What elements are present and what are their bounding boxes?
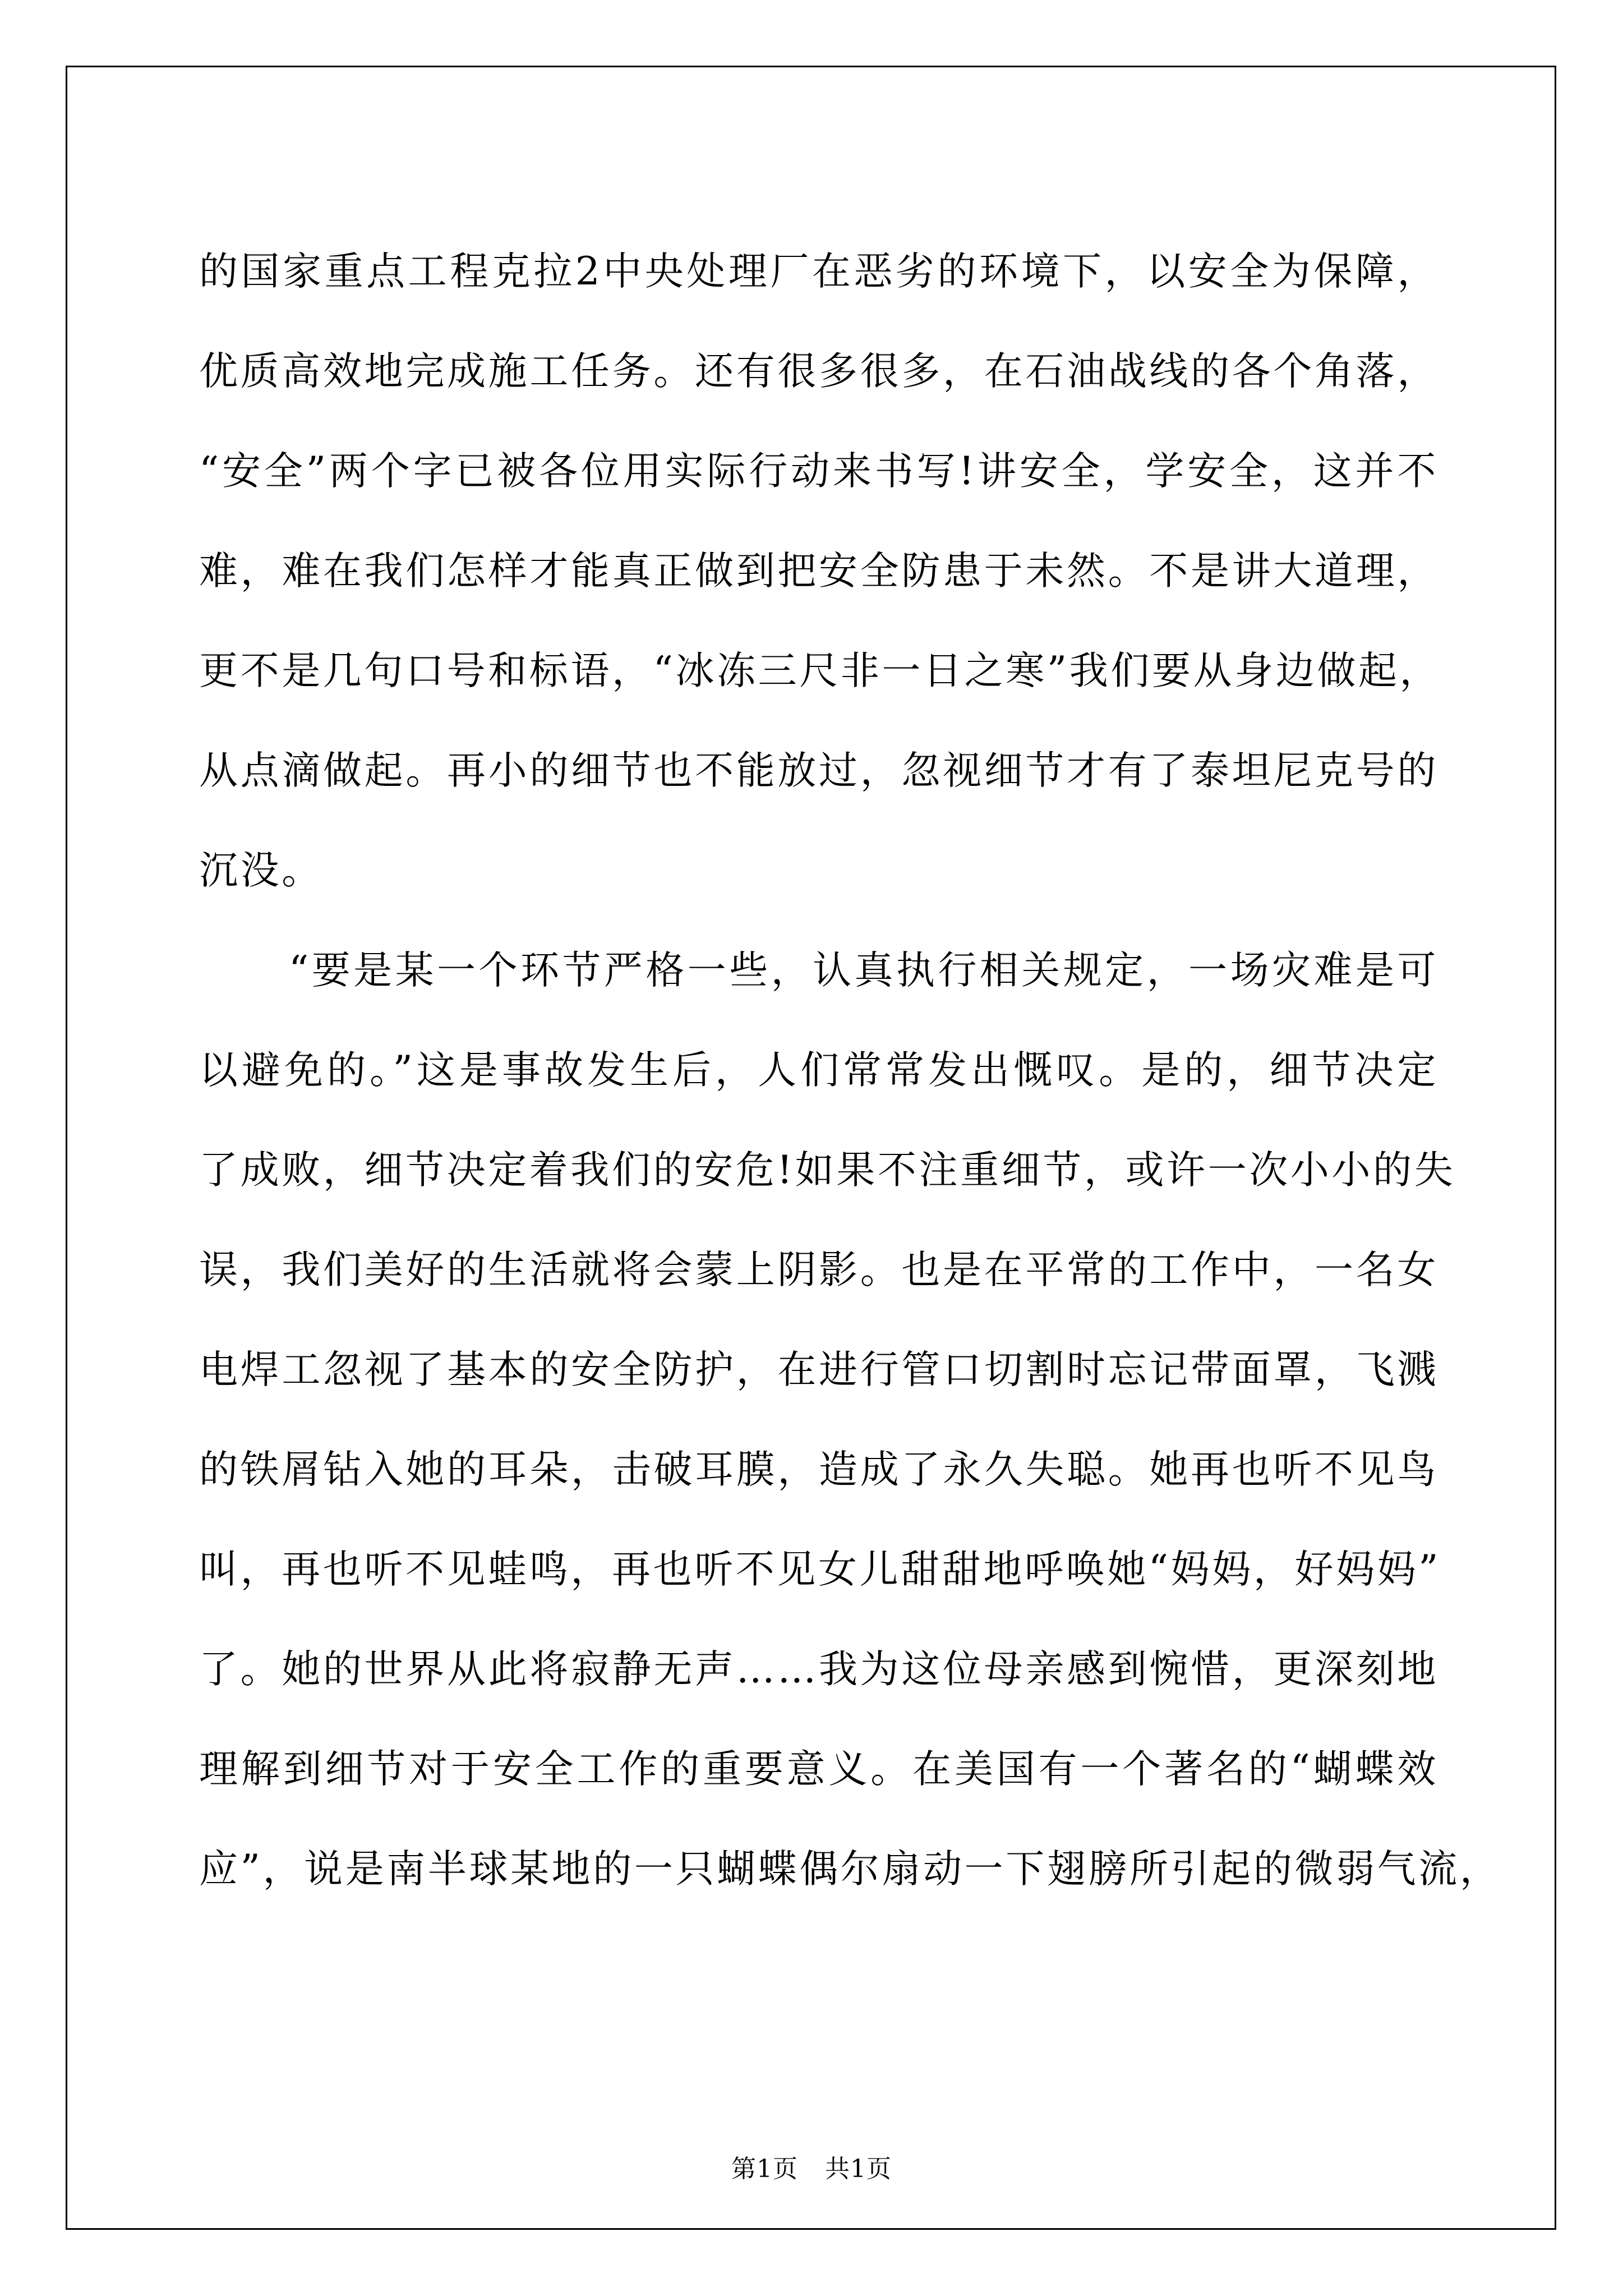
text-line: 了。她的世界从此将寂静无声……我为这位母亲感到惋惜，更深刻地	[199, 1647, 1438, 1692]
text-line: 的铁屑钻入她的耳朵，击破耳膜，造成了永久失聪。她再也听不见鸟	[199, 1447, 1438, 1492]
text-line: “安全”两个字已被各位用实际行动来书写!讲安全，学安全，这并不	[199, 449, 1438, 494]
page-total: 共1页	[825, 2155, 892, 2183]
text-line: 从点滴做起。再小的细节也不能放过，忽视细节才有了泰坦尼克号的	[199, 748, 1438, 793]
text-line: 叫，再也听不见蛙鸣，再也听不见女儿甜甜地呼唤她“妈妈，好妈妈”	[199, 1547, 1441, 1592]
text-line: 优质高效地完成施工任务。还有很多很多，在石油战线的各个角落，	[199, 349, 1438, 394]
document-body	[199, 222, 1501, 1919]
text-line: 应”，说是南半球某地的一只蝴蝶偶尔扇动一下翅膀所引起的微弱气流，	[199, 1847, 1501, 1892]
text-line: “要是某一个环节严格一些，认真执行相关规定，一场灾难是可	[289, 948, 1438, 993]
text-line: 误，我们美好的生活就将会蒙上阴影。也是在平常的工作中，一名女	[199, 1248, 1438, 1292]
text-line: 电焊工忽视了基本的安全防护，在进行管口切割时忘记带面罩，飞溅	[199, 1347, 1438, 1392]
text-line: 难，难在我们怎样才能真正做到把安全防患于未然。不是讲大道理，	[199, 549, 1438, 593]
text-line: 沉没。	[199, 848, 323, 893]
text-line: 理解到细节对于安全工作的重要意义。在美国有一个著名的“蝴蝶效	[199, 1747, 1438, 1792]
page-footer	[0, 2148, 1623, 2184]
text-line: 了成败，细节决定着我们的安危!如果不注重细节，或许一次小小的失	[199, 1148, 1456, 1193]
text-line: 以避免的。”这是事故发生后，人们常常发出慨叹。是的，细节决定	[199, 1048, 1438, 1093]
text-line: 更不是几句口号和标语，“冰冻三尺非一日之寒”我们要从身边做起，	[199, 648, 1441, 693]
text-line: 的国家重点工程克拉2中央处理厂在恶劣的环境下，以安全为保障，	[199, 249, 1438, 294]
page-number: 第1页	[731, 2155, 798, 2183]
